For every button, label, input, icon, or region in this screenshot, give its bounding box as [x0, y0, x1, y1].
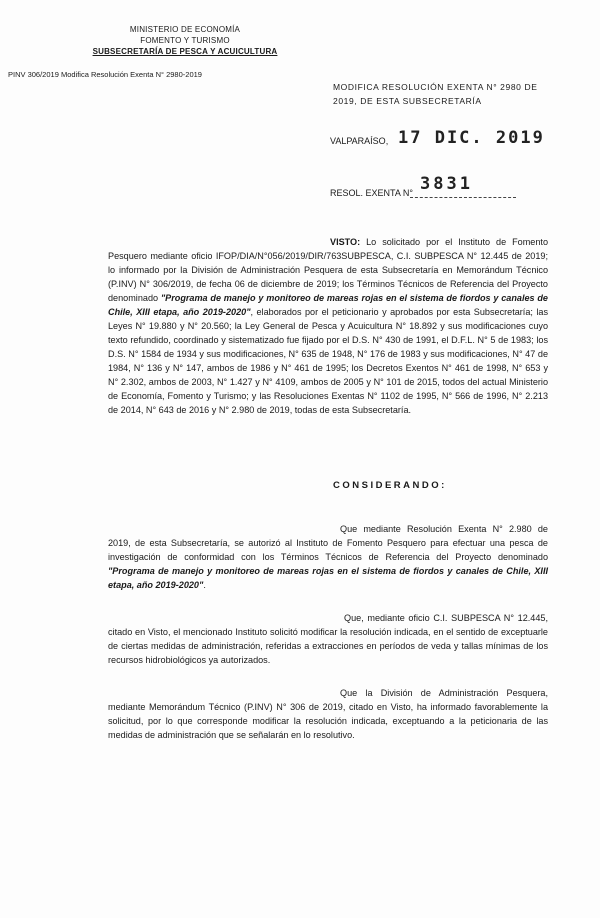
letterhead-ministry-sub: FOMENTO Y TURISMO — [140, 36, 230, 45]
considerando-heading: CONSIDERANDO: — [333, 480, 447, 491]
visto-project-title: "Programa de manejo y monitoreo de mareas rojas en el sistema de fiordos y canales de Chile, XIII etapa, año 2019-2020" — [108, 293, 548, 317]
considerando-paragraph-3: Que la División de Administración Pesquera, mediante Memorándum Técnico (P.INV) N° 306 de 2019, citado en Visto, ha informado favorablemente la solicitud, por lo que corresponde modificar la resolución indicada, exceptuando a la peticionaria de las medidas de administración que se señalarán en lo resolutivo. — [108, 688, 548, 740]
date-stamp: 17 DIC. 2019 — [398, 128, 545, 148]
resolution-number-line — [410, 197, 516, 198]
p1-text-2: . — [203, 580, 206, 590]
letterhead — [80, 24, 290, 57]
letterhead-subsecretaria: SUBSECRETARÍA DE PESCA Y ACUICULTURA — [92, 47, 278, 56]
visto-text-2: , elaborados por el peticionario y aprobados por esta Subsecretaría; las Leyes N° 19.880 y N° 20.560; la Ley General de Pesca y Acuicultura N° 18.892 y sus modificaciones cuyo texto refundido, coordinado y sistematizado fue fijado por el D.S. N° 430 de 1991, el D.F.L. N° 5 de 1983; los D.S. N° 1584 de 1934 y sus modificaciones, N° 635 de 1948, N° 176 de 1983 y sus modificaciones, N° 47 de 1984, N° 136 y N° 147, ambos de 1986 y N° 461 de 1995; los Decretos Exentos N° 461 de 1998, N° 653 y N° 2.302, ambos de 2003, N° 1.427 y N° 4109, ambos de 2005 y N° 101 de 2015, todos del actual Ministerio de Economía, Fomento y Turismo; y las Resoluciones Exentas N° 1102 de 1995, N° 566 de 1996, N° 2.213 de 2014, N° 643 de 2016 y N° 2.980 de 2019, todas de esta Subsecretaría. — [108, 307, 549, 415]
place-label: VALPARAÍSO, — [330, 136, 389, 146]
visto-text-1: Lo solicitado por el Instituto de Fomento Pesquero mediante oficio IFOP/DIA/N°056/2019/DIR/763SUBPESCA, C.I. SUBPESCA N° 12.445 de 2019; lo informado por la División de Administración Pesquera de esta Subsecretaría en Memorándum Técnico (P.INV) N° 306/2019, de fecha 06 de diciembre de 2019; los Términos Técnicos de Referencia del Proyecto denominado — [108, 237, 548, 303]
visto-lead: VISTO: — [330, 237, 361, 247]
document-reference: PINV 306/2019 Modifica Resolución Exenta N° 2980-2019 — [8, 70, 202, 79]
resolution-number-stamp: 3831 — [420, 174, 473, 194]
considerando-paragraph-1 — [108, 522, 548, 592]
visto-paragraph — [108, 235, 548, 417]
letterhead-ministry: MINISTERIO DE ECONOMÍA — [129, 25, 241, 34]
p1-text-1: Que mediante Resolución Exenta N° 2.980 de 2019, de esta Subsecretaría, se autorizó al Instituto de Fomento Pesquero para efectuar una pesca de investigación de conformidad con los Términos Técnicos de Referencia del Proyecto denominado — [108, 524, 548, 562]
considerando-paragraph-2: Que, mediante oficio C.I. SUBPESCA N° 12.445, citado en Visto, el mencionado Instituto solicitó modificar la resolución indicada, en el sentido de exceptuarle de ciertas medidas de administración, referidas a extracciones en períodos de veda y tallas mínimas de los recursos hidrobiológicos ya autorizados. — [108, 613, 548, 665]
document-subject: MODIFICA RESOLUCIÓN EXENTA N° 2980 DE 2019, DE ESTA SUBSECRETARÍA — [333, 82, 538, 106]
p1-project-title: "Programa de manejo y monitoreo de mareas rojas en el sistema de fiordos y canales de Chile, XIII etapa, año 2019-2020" — [108, 566, 548, 590]
resolution-label: RESOL. EXENTA N° — [330, 188, 413, 198]
